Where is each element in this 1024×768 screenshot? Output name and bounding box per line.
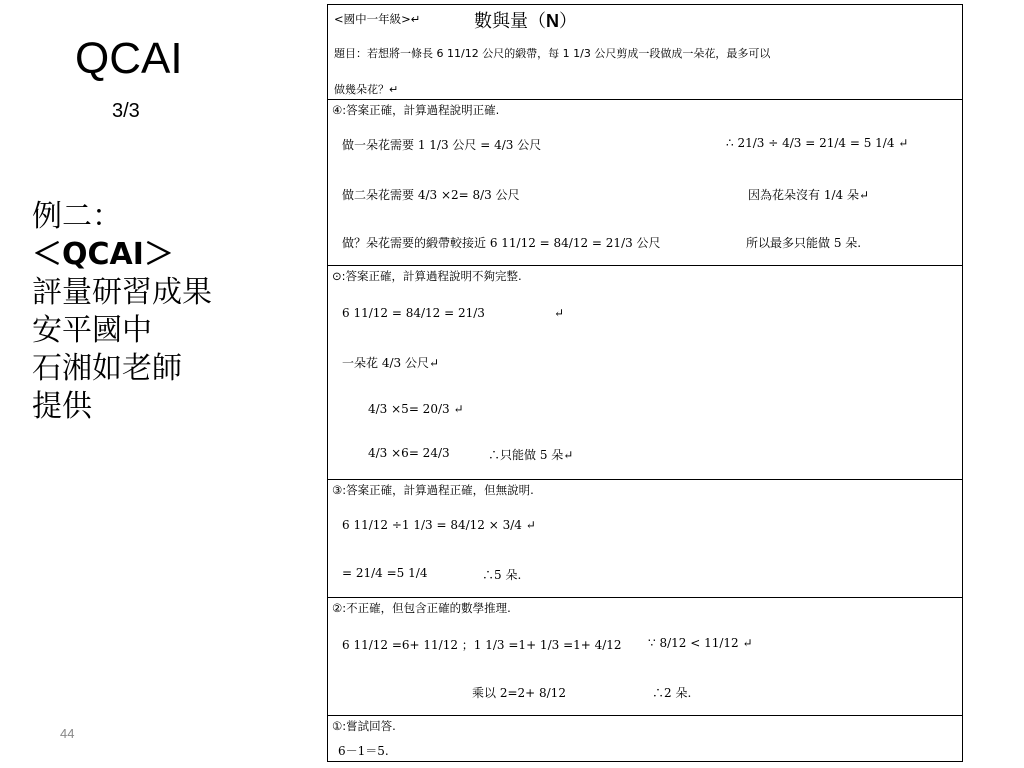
solution-line: ∴只能做 5 朵↵	[488, 448, 574, 462]
solution-line: 6 11/12 = 84/12 = 21/3	[342, 306, 485, 320]
example-line: 評量研習成果	[32, 275, 212, 310]
topic-suffix: ）	[559, 11, 577, 32]
solution-line: 4/3 ×5= 20/3 ↵	[368, 402, 464, 416]
solution-line: 乘以 2=2+ 8/12	[472, 686, 566, 700]
solution-line: ∵ 8/12 < 11/12 ↵	[648, 636, 753, 650]
level-header: ②:不正確，但包含正確的數學推理.	[332, 601, 511, 615]
solution-line: 4/3 ×6= 24/3	[368, 446, 450, 460]
solution-line: 6－1＝5.	[338, 744, 389, 758]
solution-line: 做二朵花需要 4/3 ×2= 8/3 公尺	[342, 188, 520, 202]
question-line: 題目：若想將一條長 6 11/12 公尺的緞帶，每 1 1/3 公尺剪成一段做成一朵花，最多可以	[334, 47, 771, 60]
example-line: 例二：	[32, 199, 122, 234]
slide-left-panel	[0, 0, 320, 768]
level-0-section	[328, 715, 962, 761]
example-line: 安平國中	[32, 313, 152, 348]
level-2-section	[328, 479, 962, 597]
solution-line: 做？朵花需要的緞帶較接近 6 11/12 = 84/12 = 21/3 公尺	[342, 236, 661, 250]
solution-line: ↵	[554, 306, 565, 320]
solution-line: 所以最多只能做 5 朵.	[746, 236, 862, 250]
topic-letter: N	[546, 11, 559, 31]
topic-title	[474, 7, 577, 33]
solution-line: 做一朵花需要 1 1/3 公尺 = 4/3 公尺	[342, 138, 542, 152]
level-header: ④:答案正確，計算過程說明正確.	[332, 103, 500, 117]
question-line: 做幾朵花？↵	[334, 83, 399, 96]
slide-title: QCAI	[75, 34, 183, 83]
example-line: 提供	[32, 389, 92, 424]
grade-tag: <國中一年級>↵	[334, 12, 421, 26]
level-header: ③:答案正確，計算過程正確，但無說明.	[332, 483, 534, 497]
solution-line: 6 11/12 ÷1 1/3 = 84/12 × 3/4 ↵	[342, 518, 536, 532]
level-3-section	[328, 265, 962, 479]
level-4-section	[328, 99, 962, 265]
solution-line: ∴5 朵.	[482, 568, 522, 582]
level-1-section	[328, 597, 962, 715]
solution-line: ∴ 21/3 ÷ 4/3 = 21/4 = 5 1/4 ↵	[726, 136, 909, 150]
example-line: ＜QCAI＞	[32, 237, 174, 272]
solution-line: = 21/4 =5 1/4	[342, 566, 428, 580]
solution-line: 因為花朵沒有 1/4 朵↵	[748, 188, 869, 202]
example-credit	[32, 198, 212, 426]
solution-line: 6 11/12 =6+ 11/12 ；1 1/3 =1+ 1/3 =1+ 4/12	[342, 638, 622, 652]
example-line: 石湘如老師	[32, 351, 182, 386]
solution-line: ∴2 朵.	[652, 686, 692, 700]
slide-number: 44	[60, 726, 75, 741]
level-header: ⊙:答案正確，計算過程說明不夠完整.	[332, 269, 522, 283]
solution-line: 一朵花 4/3 公尺↵	[342, 356, 439, 370]
rubric-sheet	[327, 4, 963, 762]
topic-prefix: 數與量（	[474, 11, 546, 32]
level-header: ①:嘗試回答.	[332, 719, 396, 733]
slide-page-indicator: 3/3	[112, 100, 140, 122]
